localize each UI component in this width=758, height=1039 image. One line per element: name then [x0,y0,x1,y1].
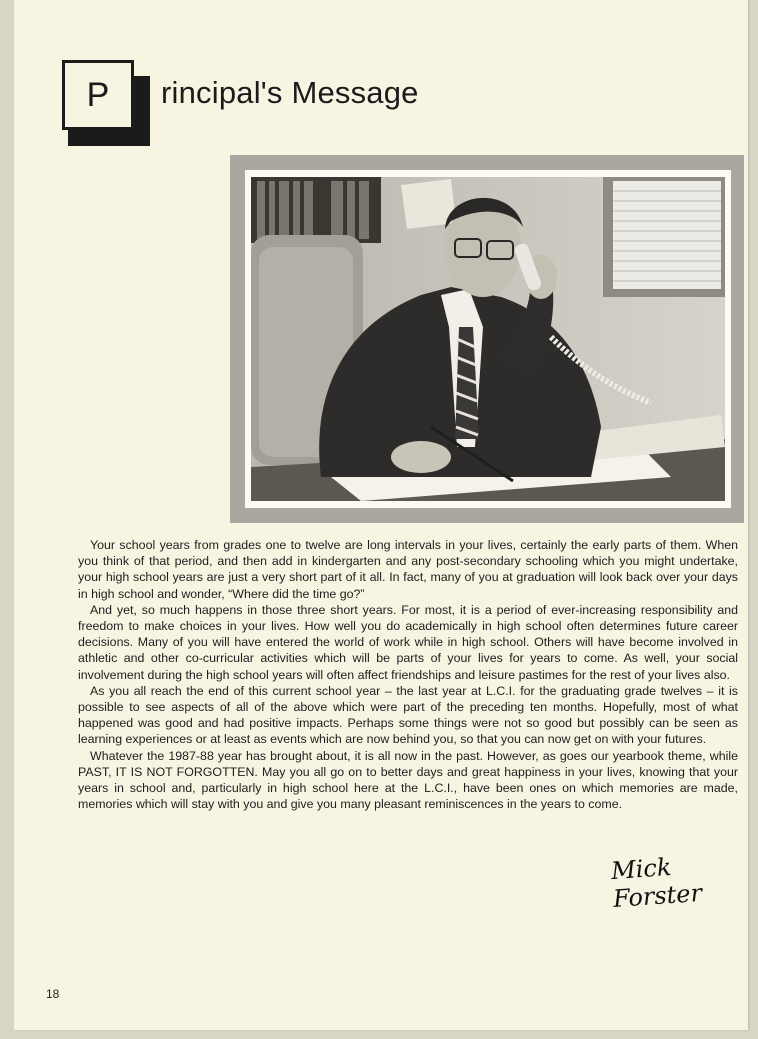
page-number: 18 [46,987,60,1001]
paragraph-4: Whatever the 1987-88 year has brought about, it is all now in the past. However, as goes our yearbook theme, while PAST, IT IS NOT FORGOTTEN. May you all go on to better days and great happiness in your lives, knowing that your years in school and, particularly in high school here at the L.C.I., have been ones on which memories are made, memories which will stay with you and give you many pleasant reminiscences in the years to come. [78,748,738,812]
principal-on-telephone-photo-icon [251,177,725,501]
page-title: rincipal's Message [161,75,419,110]
principal-signature: Mick Forster [610,852,703,914]
title-drop-letter: P [62,60,134,130]
paragraph-3: As you all reach the end of this current school year – the last year at L.C.I. for the graduating grade twelves – it is possible to see aspects of all of the above which were part of the preceding ten months. Hopefully, most of what happened was good and had positive impacts. Perhaps some things were not so good but possibly can be seen as learning experiences or at least as events which are now behind you, so that you can now get on with your futures. [78,683,738,747]
principal-photo [251,177,725,501]
paragraph-2: And yet, so much happens in those three short years. For most, it is a period of ever-increasing responsibility and freedom to make choices in your lives. How well you do academically in high school often determines future career decisions. Many of you will have entered the world of work while in high school. Others will have become involved in athletic and other co-curricular activities which will be parts of your lives for years to come. As well, your social involvement during the high school years will often affect friendships and leisure pastimes for the rest of your lives also. [78,602,738,682]
paragraph-1: Your school years from grades one to twelve are long intervals in your lives, certainly the early parts of them. When you think of that period, and then add in kindergarten and any post-secondary schooling which you might undertake, your high school years are just a very short part of it all. In fact, many of you at graduation will look back over your days in high school and wonder, “Where did the time go?” [78,538,738,601]
message-body [78,537,738,812]
